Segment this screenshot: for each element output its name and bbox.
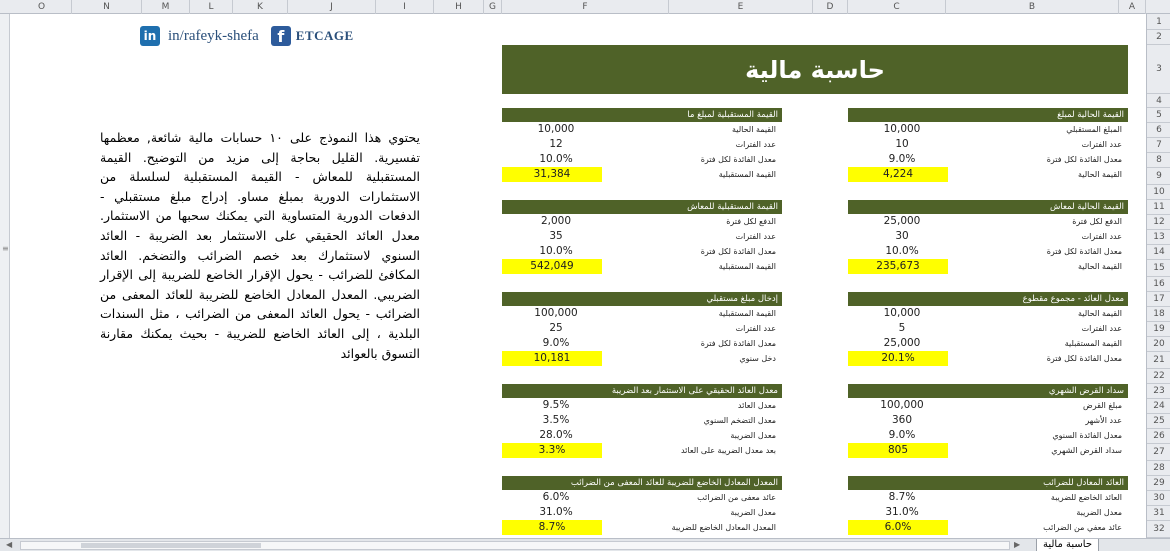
result-cell[interactable]: 10,181: [502, 351, 602, 366]
row-label: عدد الفترات: [735, 232, 776, 241]
input-row: [848, 229, 1128, 244]
row-header[interactable]: 15: [1147, 260, 1170, 277]
column-header-b[interactable]: B: [946, 0, 1119, 14]
row-header[interactable]: 29: [1147, 476, 1170, 491]
input-cell[interactable]: 10.0%: [539, 245, 573, 257]
result-row: [502, 520, 782, 535]
bottom-bar: [0, 538, 1170, 551]
calc-block-right-3: [848, 292, 1128, 366]
calc-block-right-4: [848, 384, 1128, 458]
row-header[interactable]: 8: [1147, 153, 1170, 168]
result-cell[interactable]: 235,673: [848, 259, 948, 274]
input-cell[interactable]: 3.5%: [542, 414, 570, 426]
row-label: مبلغ القرض: [1083, 401, 1122, 410]
row-header[interactable]: 21: [1147, 352, 1170, 369]
row-header[interactable]: 1: [1147, 14, 1170, 30]
row-header[interactable]: 30: [1147, 491, 1170, 506]
block-header[interactable]: القيمة الحالية لمبلغ: [848, 108, 1128, 122]
calc-block-left-2: [502, 200, 782, 274]
row-label: عائد معفى من الضرائب: [697, 493, 776, 502]
input-row: [848, 490, 1128, 505]
row-label: سداد القرض الشهري: [1051, 446, 1122, 455]
row-label: الدفع لكل فترة: [726, 217, 776, 226]
input-row: [848, 428, 1128, 443]
row-header[interactable]: 7: [1147, 138, 1170, 153]
row-label: عدد الفترات: [1081, 232, 1122, 241]
row-header[interactable]: 6: [1147, 123, 1170, 138]
row-label: بعد معدل الضريبة على العائد: [680, 446, 776, 455]
result-cell[interactable]: 31,384: [502, 167, 602, 182]
sheet-tab[interactable]: حاسبة مالية: [1036, 539, 1099, 551]
input-row: [848, 398, 1128, 413]
title-banner[interactable]: [502, 45, 1128, 94]
row-header[interactable]: 28: [1147, 461, 1170, 476]
result-row: [848, 443, 1128, 458]
block-header[interactable]: معدل العائد الحقيقي على الاستثمار بعد الضريبة: [502, 384, 782, 398]
result-cell[interactable]: 8.7%: [502, 520, 602, 535]
left-margin-bar: [0, 14, 10, 538]
input-row: [502, 398, 782, 413]
input-row: [848, 137, 1128, 152]
input-row: [502, 244, 782, 259]
row-label: عدد الفترات: [735, 324, 776, 333]
input-row: [848, 321, 1128, 336]
row-label: دخل سنوي: [739, 354, 776, 363]
row-label: عدد الأشهر: [1085, 416, 1122, 425]
row-header[interactable]: 22: [1147, 369, 1170, 384]
input-cell[interactable]: 360: [891, 414, 913, 426]
row-label: عائد معفي من الضرائب: [1043, 523, 1122, 532]
input-row: [848, 214, 1128, 229]
input-row: [502, 321, 782, 336]
input-row: [848, 122, 1128, 137]
row-header[interactable]: 19: [1147, 322, 1170, 337]
input-cell[interactable]: 10: [895, 138, 909, 150]
input-row: [502, 505, 782, 520]
input-cell[interactable]: 9.0%: [542, 337, 570, 349]
block-header[interactable]: سداد القرض الشهري: [848, 384, 1128, 398]
column-header-e[interactable]: E: [669, 0, 813, 14]
block-header[interactable]: المعدل المعادل الخاضع للضريبة للعائد المعفى من الضرائب: [502, 476, 782, 490]
column-header-o[interactable]: O: [12, 0, 72, 14]
column-header-j[interactable]: J: [288, 0, 376, 14]
row-header[interactable]: 26: [1147, 429, 1170, 444]
result-cell[interactable]: 6.0%: [848, 520, 948, 535]
result-cell[interactable]: 542,049: [502, 259, 602, 274]
row-header[interactable]: 10: [1147, 185, 1170, 200]
facebook-link[interactable]: ETCAGE: [295, 28, 354, 43]
input-cell[interactable]: 31.0%: [539, 506, 573, 518]
column-header-h[interactable]: H: [434, 0, 484, 14]
row-header[interactable]: 24: [1147, 399, 1170, 414]
input-row: [502, 428, 782, 443]
input-cell[interactable]: 100,000: [534, 307, 578, 319]
input-cell[interactable]: 10,000: [537, 123, 575, 135]
row-label: معدل الفائدة السنوي: [1052, 431, 1122, 440]
row-label: معدل الفائدة لكل فترة: [700, 155, 776, 164]
row-label: القيمة المستقبلية: [1064, 339, 1122, 348]
row-header[interactable]: 5: [1147, 108, 1170, 123]
input-row: [502, 122, 782, 137]
row-label: عدد الفترات: [735, 140, 776, 149]
block-header[interactable]: العائد المعادل للضرائب: [848, 476, 1128, 490]
input-row: [502, 306, 782, 321]
input-row: [502, 137, 782, 152]
input-row: [848, 244, 1128, 259]
input-row: [502, 214, 782, 229]
input-cell[interactable]: 25,000: [883, 337, 921, 349]
input-cell[interactable]: 25: [549, 322, 563, 334]
block-header[interactable]: إدخال مبلغ مستقبلي: [502, 292, 782, 306]
input-row: [502, 413, 782, 428]
input-cell[interactable]: 9.0%: [888, 153, 916, 165]
input-cell[interactable]: 10,000: [883, 307, 921, 319]
input-cell[interactable]: 12: [549, 138, 563, 150]
input-cell[interactable]: 10.0%: [539, 153, 573, 165]
row-label: معدل الضريبة: [730, 431, 776, 440]
block-header[interactable]: القيمة المستقبلية لمبلغ ما: [502, 108, 782, 122]
input-row: [502, 336, 782, 351]
column-header-l[interactable]: L: [190, 0, 233, 14]
row-label: العائد الخاضع للضريبة: [1050, 493, 1122, 502]
row-header[interactable]: 23: [1147, 384, 1170, 399]
row-label: معدل الفائدة لكل فترة: [1046, 247, 1122, 256]
block-header[interactable]: القيمة المستقبلية للمعاش: [502, 200, 782, 214]
column-header-a[interactable]: A: [1119, 0, 1146, 14]
linkedin-link[interactable]: in/rafeyk-shefa: [168, 27, 259, 44]
page-title: حاسبة مالية: [745, 55, 885, 84]
row-label: القيمة الحالية: [1078, 170, 1122, 179]
input-row: [502, 229, 782, 244]
calc-block-right-1: [848, 108, 1128, 182]
input-cell[interactable]: 35: [549, 230, 563, 242]
row-header[interactable]: 25: [1147, 414, 1170, 429]
row-header[interactable]: 20: [1147, 337, 1170, 352]
row-header[interactable]: 4: [1147, 94, 1170, 108]
column-header-k[interactable]: K: [233, 0, 288, 14]
input-row: [848, 152, 1128, 167]
result-row: [502, 167, 782, 182]
row-header[interactable]: 13: [1147, 230, 1170, 245]
row-header[interactable]: 17: [1147, 292, 1170, 307]
block-header[interactable]: القيمة الحالية لمعاش: [848, 200, 1128, 214]
row-label: عدد الفترات: [1081, 140, 1122, 149]
row-label: القيمة الحالية: [1078, 309, 1122, 318]
input-cell[interactable]: 28.0%: [539, 429, 573, 441]
row-label: القيمة المستقبلية: [718, 170, 776, 179]
input-cell[interactable]: 31.0%: [885, 506, 919, 518]
input-cell[interactable]: 5: [898, 322, 906, 334]
result-row: [848, 520, 1128, 535]
row-header[interactable]: 18: [1147, 307, 1170, 322]
calc-block-left-1: [502, 108, 782, 182]
row-label: المعدل المعادل الخاضع للضريبة: [671, 523, 776, 532]
row-header[interactable]: 11: [1147, 200, 1170, 215]
column-header-d[interactable]: D: [813, 0, 848, 14]
column-header-f[interactable]: F: [502, 0, 669, 14]
facebook-icon[interactable]: f: [271, 26, 291, 46]
result-cell[interactable]: 805: [848, 443, 948, 458]
row-label: القيمة المستقبلية: [718, 309, 776, 318]
input-cell[interactable]: 10,000: [883, 123, 921, 135]
input-row: [848, 306, 1128, 321]
calc-block-left-5: [502, 476, 782, 535]
input-cell[interactable]: 25,000: [883, 215, 921, 227]
row-header[interactable]: 31: [1147, 506, 1170, 521]
row-header[interactable]: 12: [1147, 215, 1170, 230]
linkedin-icon[interactable]: in: [140, 26, 160, 46]
result-row: [848, 167, 1128, 182]
column-header-m[interactable]: M: [142, 0, 190, 14]
scroll-right-icon[interactable]: ▶: [1014, 540, 1021, 549]
input-row: [502, 490, 782, 505]
result-row: [502, 351, 782, 366]
input-cell[interactable]: 9.0%: [888, 429, 916, 441]
scrollbar-thumb[interactable]: [81, 543, 261, 548]
split-marker-icon[interactable]: ≡: [2, 244, 9, 253]
column-header-c[interactable]: C: [848, 0, 946, 14]
result-row: [848, 351, 1128, 366]
row-header[interactable]: 3: [1147, 45, 1170, 94]
input-row: [502, 152, 782, 167]
row-label: المبلغ المستقبلي: [1066, 125, 1122, 134]
input-cell[interactable]: 6.0%: [542, 491, 570, 503]
input-cell[interactable]: 30: [895, 230, 909, 242]
horizontal-scrollbar[interactable]: [20, 541, 1010, 550]
input-cell[interactable]: 9.5%: [542, 399, 570, 411]
row-header-bar: [1146, 14, 1170, 538]
row-label: القيمة الحالية: [732, 125, 776, 134]
result-cell[interactable]: 3.3%: [502, 443, 602, 458]
input-row: [848, 336, 1128, 351]
calc-block-left-4: [502, 384, 782, 458]
result-cell[interactable]: 20.1%: [848, 351, 948, 366]
row-header[interactable]: 9: [1147, 168, 1170, 185]
row-label: الدفع لكل فترة: [1072, 217, 1122, 226]
row-label: معدل العائد: [737, 401, 776, 410]
input-cell[interactable]: 10.0%: [885, 245, 919, 257]
calc-block-right-2: [848, 200, 1128, 274]
block-header[interactable]: معدل العائد - مجموع مقطوع: [848, 292, 1128, 306]
row-label: معدل التضخم السنوي: [703, 416, 776, 425]
calc-block-right-5: [848, 476, 1128, 535]
input-cell[interactable]: 100,000: [880, 399, 924, 411]
result-row: [502, 259, 782, 274]
result-cell[interactable]: 4,224: [848, 167, 948, 182]
description-text: يحتوي هذا النموذج على ١٠ حسابات مالية شائعة, معظمها تفسيرية. القليل بحاجة إلى مزيد من التوضيح. القيمة المستقبلية للمعاش - القيمة المستقبلية لسلسلة من الاستثمارات الدورية بمبلغ مساو. إدراج مبلغ مستقبلي - الدفعات الدورية المتساوية التي يمكنك سحبها من الاستثمار. معدل العائد الحقيقي على الاستثمار بعد الضريبة - العائد السنوي لاستثمارك بعد خصم الضرائب والتضخم. العائد المكافئ للضرائب - يحول الإقرار الخاضع للضريبة إلى الإقرار الضريبي. المعدل المعادل الخاضع للضريبة للعائد المعفى من الضرائب - يحول العائد المعفى من الضرائب ، مثل السندات البلدية ، إلى العائد الخاضع للضريبة - بحيث يمكنك مقارنة التسوق بالعوائد: [100, 130, 420, 361]
scroll-left-icon[interactable]: ◀: [6, 540, 13, 549]
input-row: [848, 505, 1128, 520]
row-header[interactable]: 2: [1147, 30, 1170, 45]
column-header-g[interactable]: G: [484, 0, 502, 14]
row-header[interactable]: 32: [1147, 521, 1170, 538]
row-header[interactable]: 16: [1147, 277, 1170, 292]
column-header-i[interactable]: I: [376, 0, 434, 14]
column-header-bar: [0, 0, 1170, 14]
row-header[interactable]: 14: [1147, 245, 1170, 260]
row-label: معدل الفائدة لكل فترة: [700, 339, 776, 348]
result-row: [502, 443, 782, 458]
row-header[interactable]: 27: [1147, 444, 1170, 461]
input-cell[interactable]: 2,000: [540, 215, 572, 227]
row-label: معدل الفائدة لكل فترة: [1046, 155, 1122, 164]
row-label: معدل الفائدة لكل فترة: [1046, 354, 1122, 363]
input-row: [848, 413, 1128, 428]
result-row: [848, 259, 1128, 274]
row-label: عدد الفترات: [1081, 324, 1122, 333]
calc-block-left-3: [502, 292, 782, 366]
social-links: [140, 26, 354, 46]
row-label: معدل الضريبة: [730, 508, 776, 517]
input-cell[interactable]: 8.7%: [888, 491, 916, 503]
row-label: معدل الفائدة لكل فترة: [700, 247, 776, 256]
row-label: القيمة المستقبلية: [718, 262, 776, 271]
column-header-n[interactable]: N: [72, 0, 142, 14]
row-label: القيمة الحالية: [1078, 262, 1122, 271]
row-label: معدل الضريبة: [1076, 508, 1122, 517]
